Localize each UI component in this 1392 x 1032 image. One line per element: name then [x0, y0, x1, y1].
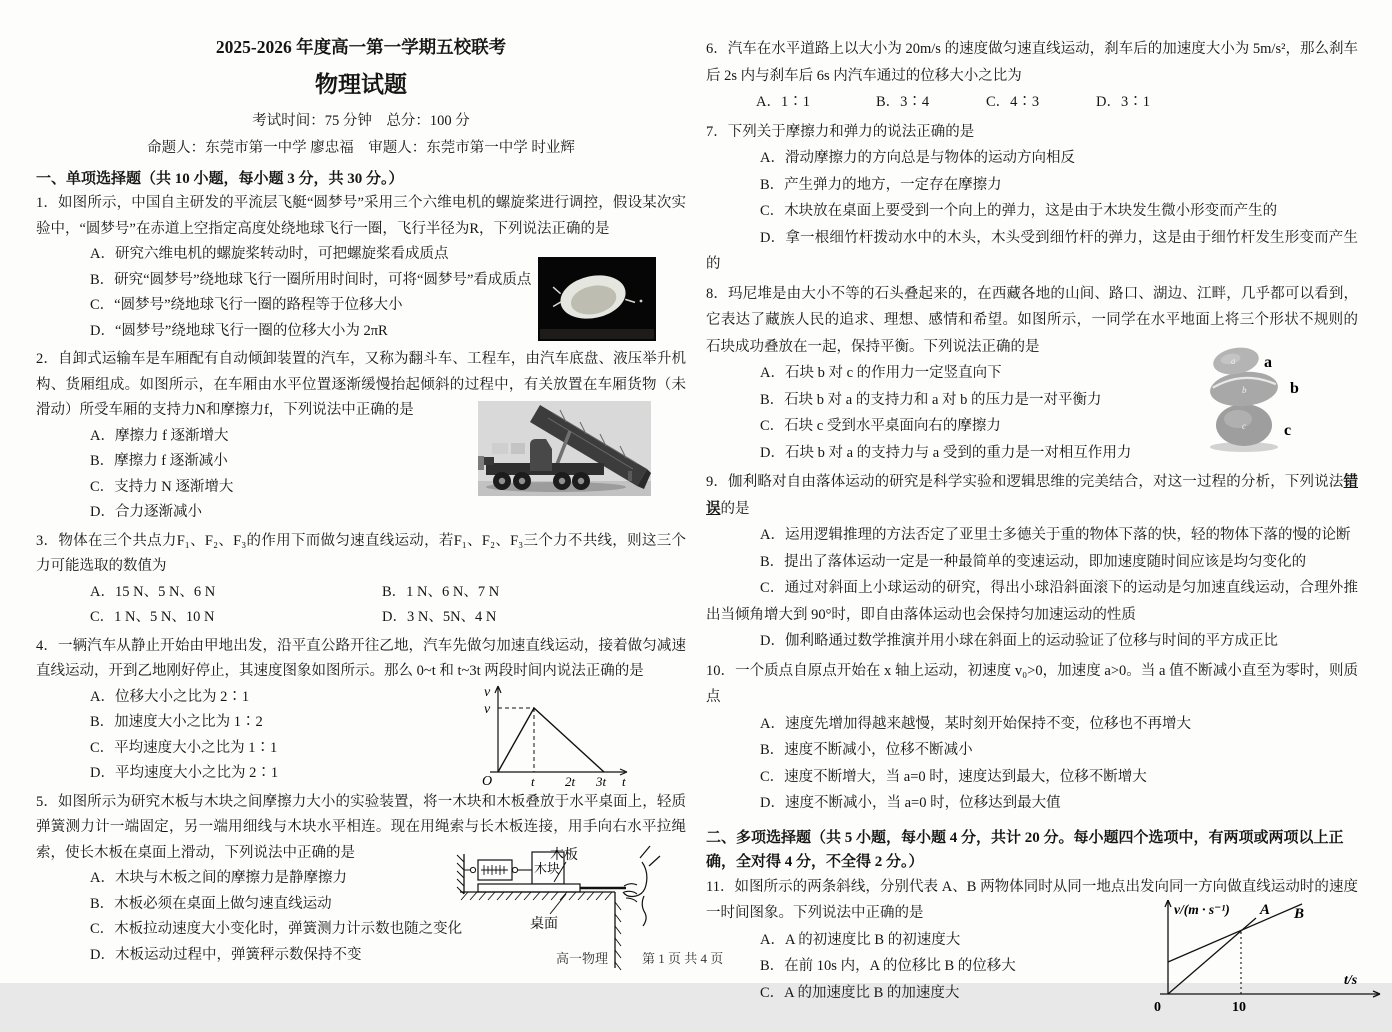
question-4-option-d: D．平均速度大小之比为 2∶1 [36, 761, 686, 787]
question-2-option-a: A．摩擦力 f 逐渐增大 [36, 424, 686, 450]
question-2-option-d: D．合力逐渐减小 [36, 500, 686, 526]
x-axis-label: t [622, 774, 626, 789]
question-6-options [706, 89, 1358, 116]
question-9-stem-tail: 的是 [721, 501, 750, 517]
ab-vt-graph [1146, 894, 1390, 1023]
question-6-option-a: A．1∶1 [756, 89, 876, 116]
question-7-option-b: B．产生弹力的地方，一定存在摩擦力 [706, 172, 1358, 199]
board-label: 木板 [550, 846, 578, 863]
question-3-option-b: B．1 N、6 N、7 N [382, 580, 686, 606]
question-11-stem: 11．如图所示的两条斜线，分别代表 A、B 两物体同时从同一地点出发向同一方向做直线运动时的速度一时间图象。下列说法中正确的是 [706, 874, 1358, 927]
question-10-option-b: B．速度不断减小，位移不断减小 [706, 737, 1358, 764]
stone-a-label: a [1264, 354, 1272, 371]
question-3-option-c: C．1 N、5 N、10 N [90, 605, 382, 631]
footer-course: 高一物理 [556, 948, 608, 967]
vt-triangle-graph [476, 680, 632, 788]
tick-t: t [531, 774, 535, 789]
dump-truck-photo [478, 401, 651, 506]
question-6-option-c: C．4∶3 [986, 89, 1096, 116]
hand-drawing [623, 846, 660, 926]
question-10-option-c: C．速度不断增大，当 a=0 时，速度达到最大，位移不断增大 [706, 764, 1358, 791]
question-5 [36, 790, 686, 969]
question-4 [36, 634, 686, 787]
question-6 [706, 36, 1358, 116]
question-9-option-b: B．提出了落体运动一定是一种最简单的变速运动，即加速度随时间应该是均匀变化的 [706, 549, 1358, 576]
exam-authors: 命题人：东莞市第一中学 廖忠福 审题人：东莞市第一中学 时业辉 [36, 138, 686, 158]
question-4-option-a: A．位移大小之比为 2∶1 [36, 685, 686, 711]
dump-truck-image [478, 401, 651, 496]
origin-label: 0 [1154, 1000, 1161, 1015]
question-2-option-b: B．摩擦力 f 逐渐减小 [36, 449, 686, 475]
stone-b-inner-letter: b [1242, 385, 1247, 395]
question-1-option-d: D．“圆梦号”绕地球飞行一圈的位移大小为 2πR [36, 319, 686, 345]
question-6-option-d: D．3∶1 [1096, 89, 1358, 116]
question-4-option-b: B．加速度大小之比为 1∶2 [36, 710, 686, 736]
stone-c-inner-letter: c [1242, 421, 1246, 431]
question-5-option-a: A．木块与木板之间的摩擦力是静摩擦力 [36, 866, 686, 892]
section-1-heading: 一、单项选择题（共 10 小题，每小题 3 分，共 30 分。） [36, 167, 686, 191]
velocity-time-graph [476, 680, 632, 798]
question-3-stem: 3．物体在三个共点力F₁、F₂、F₃的作用下而做匀速直线运动，若F₁、F₂、F₃三个力不共线，则这三个力可能选取的数值为 [36, 529, 686, 580]
question-4-stem: 4．一辆汽车从静止开始由甲地出发，沿平直公路开往乙地，汽车先做匀加速直线运动，接着做匀减速直线运动，开到乙地刚好停止，其速度图象如图所示。那么 0~t 和 t~3t 两段时间内说法正确的是 [36, 634, 686, 685]
ab-velocity-time-graph [1146, 894, 1390, 1032]
question-1-option-b: B．研究“圆梦号”绕地球飞行一圈所用时间时，可将“圆梦号”看成质点 [36, 268, 686, 294]
question-11 [706, 874, 1358, 1007]
tick-10-label: 10 [1232, 1000, 1246, 1015]
question-8-option-c: C．石块 c 受到水平桌面向右的摩擦力 [706, 413, 1358, 440]
question-5-stem: 5．如图所示为研究木板与木块之间摩擦力大小的实验装置，将一木块和木板叠放于水平桌面上，轻质弹簧测力计一端固定，另一端用细线与木块水平相连。现在用绳索与长木板连接，用手向右水平拉绳索，使长木板在桌面上滑动，下列说法中正确的是 [36, 790, 686, 867]
question-7-option-c: C．木块放在桌面上要受到一个向上的弹力，这是由于木块发生微小形变而产生的 [706, 198, 1358, 225]
question-8 [706, 281, 1358, 467]
question-6-stem: 6．汽车在水平道路上以大小为 20m/s 的速度做匀速直线运动，刹车后的加速度大小为 5m/s²，那么刹车后 2s 内与刹车后 6s 内汽车通过的位移大小之比为 [706, 36, 1358, 89]
exam-subtitle: 物理试题 [36, 70, 686, 100]
question-9-emphasis: 错误 [706, 474, 1358, 517]
question-8-option-b: B．石块 b 对 a 的支持力和 a 对 b 的压力是一对平衡力 [706, 387, 1358, 414]
question-9-option-d: D．伽利略通过数学推演并用小球在斜面上的运动验证了位移与时间的平方成正比 [706, 628, 1358, 655]
stacked-stones-photo [1200, 343, 1365, 465]
origin-label: O [482, 774, 492, 789]
question-4-option-c: C．平均速度大小之比为 1∶1 [36, 736, 686, 762]
exam-info: 考试时间：75 分钟 总分：100 分 [36, 111, 686, 131]
question-10-option-a: A．速度先增加得越来越慢，某时刻开始保持不变，位移也不再增大 [706, 711, 1358, 738]
question-2-option-c: C．支持力 N 逐渐增大 [36, 475, 686, 501]
page-footer [556, 948, 723, 967]
question-3-option-d: D．3 N、5N、4 N [382, 605, 686, 631]
left-column [36, 0, 686, 971]
question-2-stem: 2．自卸式运输车是车厢配有自动倾卸装置的汽车，又称为翻斗车、工程车，由汽车底盘、液压举升机构、货厢组成。如图所示，在车厢由水平位置逐渐缓慢抬起倾斜的过程中，有关放置在车厢货物（未滑动）所受车厢的支持力N和摩擦力f，下列说法中正确的是 [36, 347, 686, 424]
question-3 [36, 529, 686, 631]
question-7-stem: 7．下列关于摩擦力和弹力的说法正确的是 [706, 119, 1358, 146]
stone-c-label: c [1284, 422, 1291, 439]
exam-header [36, 0, 686, 158]
block-label: 木块 [534, 861, 560, 876]
tick-3t: 3t [595, 774, 607, 789]
question-3-options [36, 580, 686, 631]
question-8-stem: 8．玛尼堆是由大小不等的石头叠起来的，在西藏各地的山间、路口、湖边、江畔，几乎都可以看到，它表达了藏族人民的追求、理想、感情和希望。如图所示，一同学在水平地面上将三个形状不规则的石块成功叠放在一起，保持平衡。下列说法正确的是 [706, 281, 1358, 361]
section-2-heading: 二、多项选择题（共 5 小题，每小题 4 分，共计 20 分。每小题四个选项中，有两项或两项以上正确，全对得 4 分，不全得 2 分。） [706, 826, 1358, 874]
question-3-option-a: A．15 N、5 N、6 N [90, 580, 382, 606]
stone-b-label: b [1290, 380, 1299, 397]
question-8-option-d: D．石块 b 对 a 的支持力与 a 受到的重力是一对相互作用力 [706, 440, 1358, 467]
question-9-option-a: A．运用逻辑推理的方法否定了亚里士多德关于重的物体下落的快，轻的物体下落的慢的论断 [706, 522, 1358, 549]
exam-title: 2025-2026 年度高一第一学期五校联考 [36, 0, 686, 58]
question-2 [36, 347, 686, 526]
question-10 [706, 658, 1358, 817]
question-11-option-c: C．A 的加速度比 B 的加速度大 [706, 980, 1358, 1007]
question-1-option-a: A．研究六维电机的螺旋桨转动时，可把螺旋桨看成质点 [36, 242, 686, 268]
x-axis-label: t/s [1344, 973, 1358, 988]
question-5-option-c: C．木板拉动速度大小变化时，弹簧测力计示数也随之变化 [36, 917, 686, 943]
question-9-option-c: C．通过对斜面上小球运动的研究，得出小球沿斜面滚下的运动是匀加速直线运动，合理外推出当倾角增大到 90°时，即自由落体运动也会保持匀加速运动的性质 [706, 575, 1358, 628]
tick-2t: 2t [565, 774, 576, 789]
airship-photo [538, 257, 656, 351]
right-column [706, 0, 1358, 1009]
peak-value-label: v [484, 702, 491, 717]
line-b-label: B [1293, 906, 1304, 922]
y-axis-label: v/(m · s⁻¹) [1174, 902, 1230, 917]
question-5-option-d: D．木板运动过程中，弹簧秤示数保持不变 [36, 943, 686, 969]
question-10-option-d: D．速度不断减小，当 a=0 时，位移达到最大值 [706, 790, 1358, 817]
question-9 [706, 469, 1358, 655]
line-a-label: A [1259, 902, 1270, 918]
question-11-option-b: B．在前 10s 内，A 的位移比 B 的位移大 [706, 953, 1358, 980]
question-8-option-a: A．石块 b 对 c 的作用力一定竖直向下 [706, 360, 1358, 387]
question-1-stem: 1．如图所示，中国自主研发的平流层飞艇“圆梦号”采用三个六维电机的螺旋桨进行调控，假设某次实验中，“圆梦号”在赤道上空指定高度处绕地球飞行一圈，飞行半径为R，下列说法正确的是 [36, 191, 686, 242]
question-10-stem: 10．一个质点自原点开始在 x 轴上运动，初速度 v₀>0，加速度 a>0。当 a 值不断减小直至为零时，则质点 [706, 658, 1358, 711]
stones-image [1200, 343, 1365, 455]
question-7-option-d: D．拿一根细竹杆拨动水中的木头，木头受到细竹杆的弹力，这是由于细竹杆发生形变而产生的 [706, 225, 1358, 278]
question-9-stem-text: 9．伽利略对自由落体运动的研究是科学实验和逻辑思维的完美结合，对这一过程的分析，下列说法 [706, 474, 1344, 490]
y-axis-label: v [484, 685, 491, 700]
question-7-option-a: A．滑动摩擦力的方向总是与物体的运动方向相反 [706, 145, 1358, 172]
question-11-option-a: A．A 的初速度比 B 的初速度大 [706, 927, 1358, 954]
stone-a-inner-letter: a [1231, 356, 1236, 366]
question-1-option-c: C．“圆梦号”绕地球飞行一圈的路程等于位移大小 [36, 293, 686, 319]
question-6-option-b: B．3∶4 [876, 89, 986, 116]
question-1 [36, 191, 686, 344]
question-5-option-b: B．木板必须在桌面上做匀速直线运动 [36, 892, 686, 918]
question-7 [706, 119, 1358, 278]
airship-image [538, 257, 656, 341]
table-label: 桌面 [530, 915, 558, 932]
footer-page-number: 第 1 页 共 4 页 [642, 948, 723, 967]
question-9-stem [706, 469, 1358, 522]
